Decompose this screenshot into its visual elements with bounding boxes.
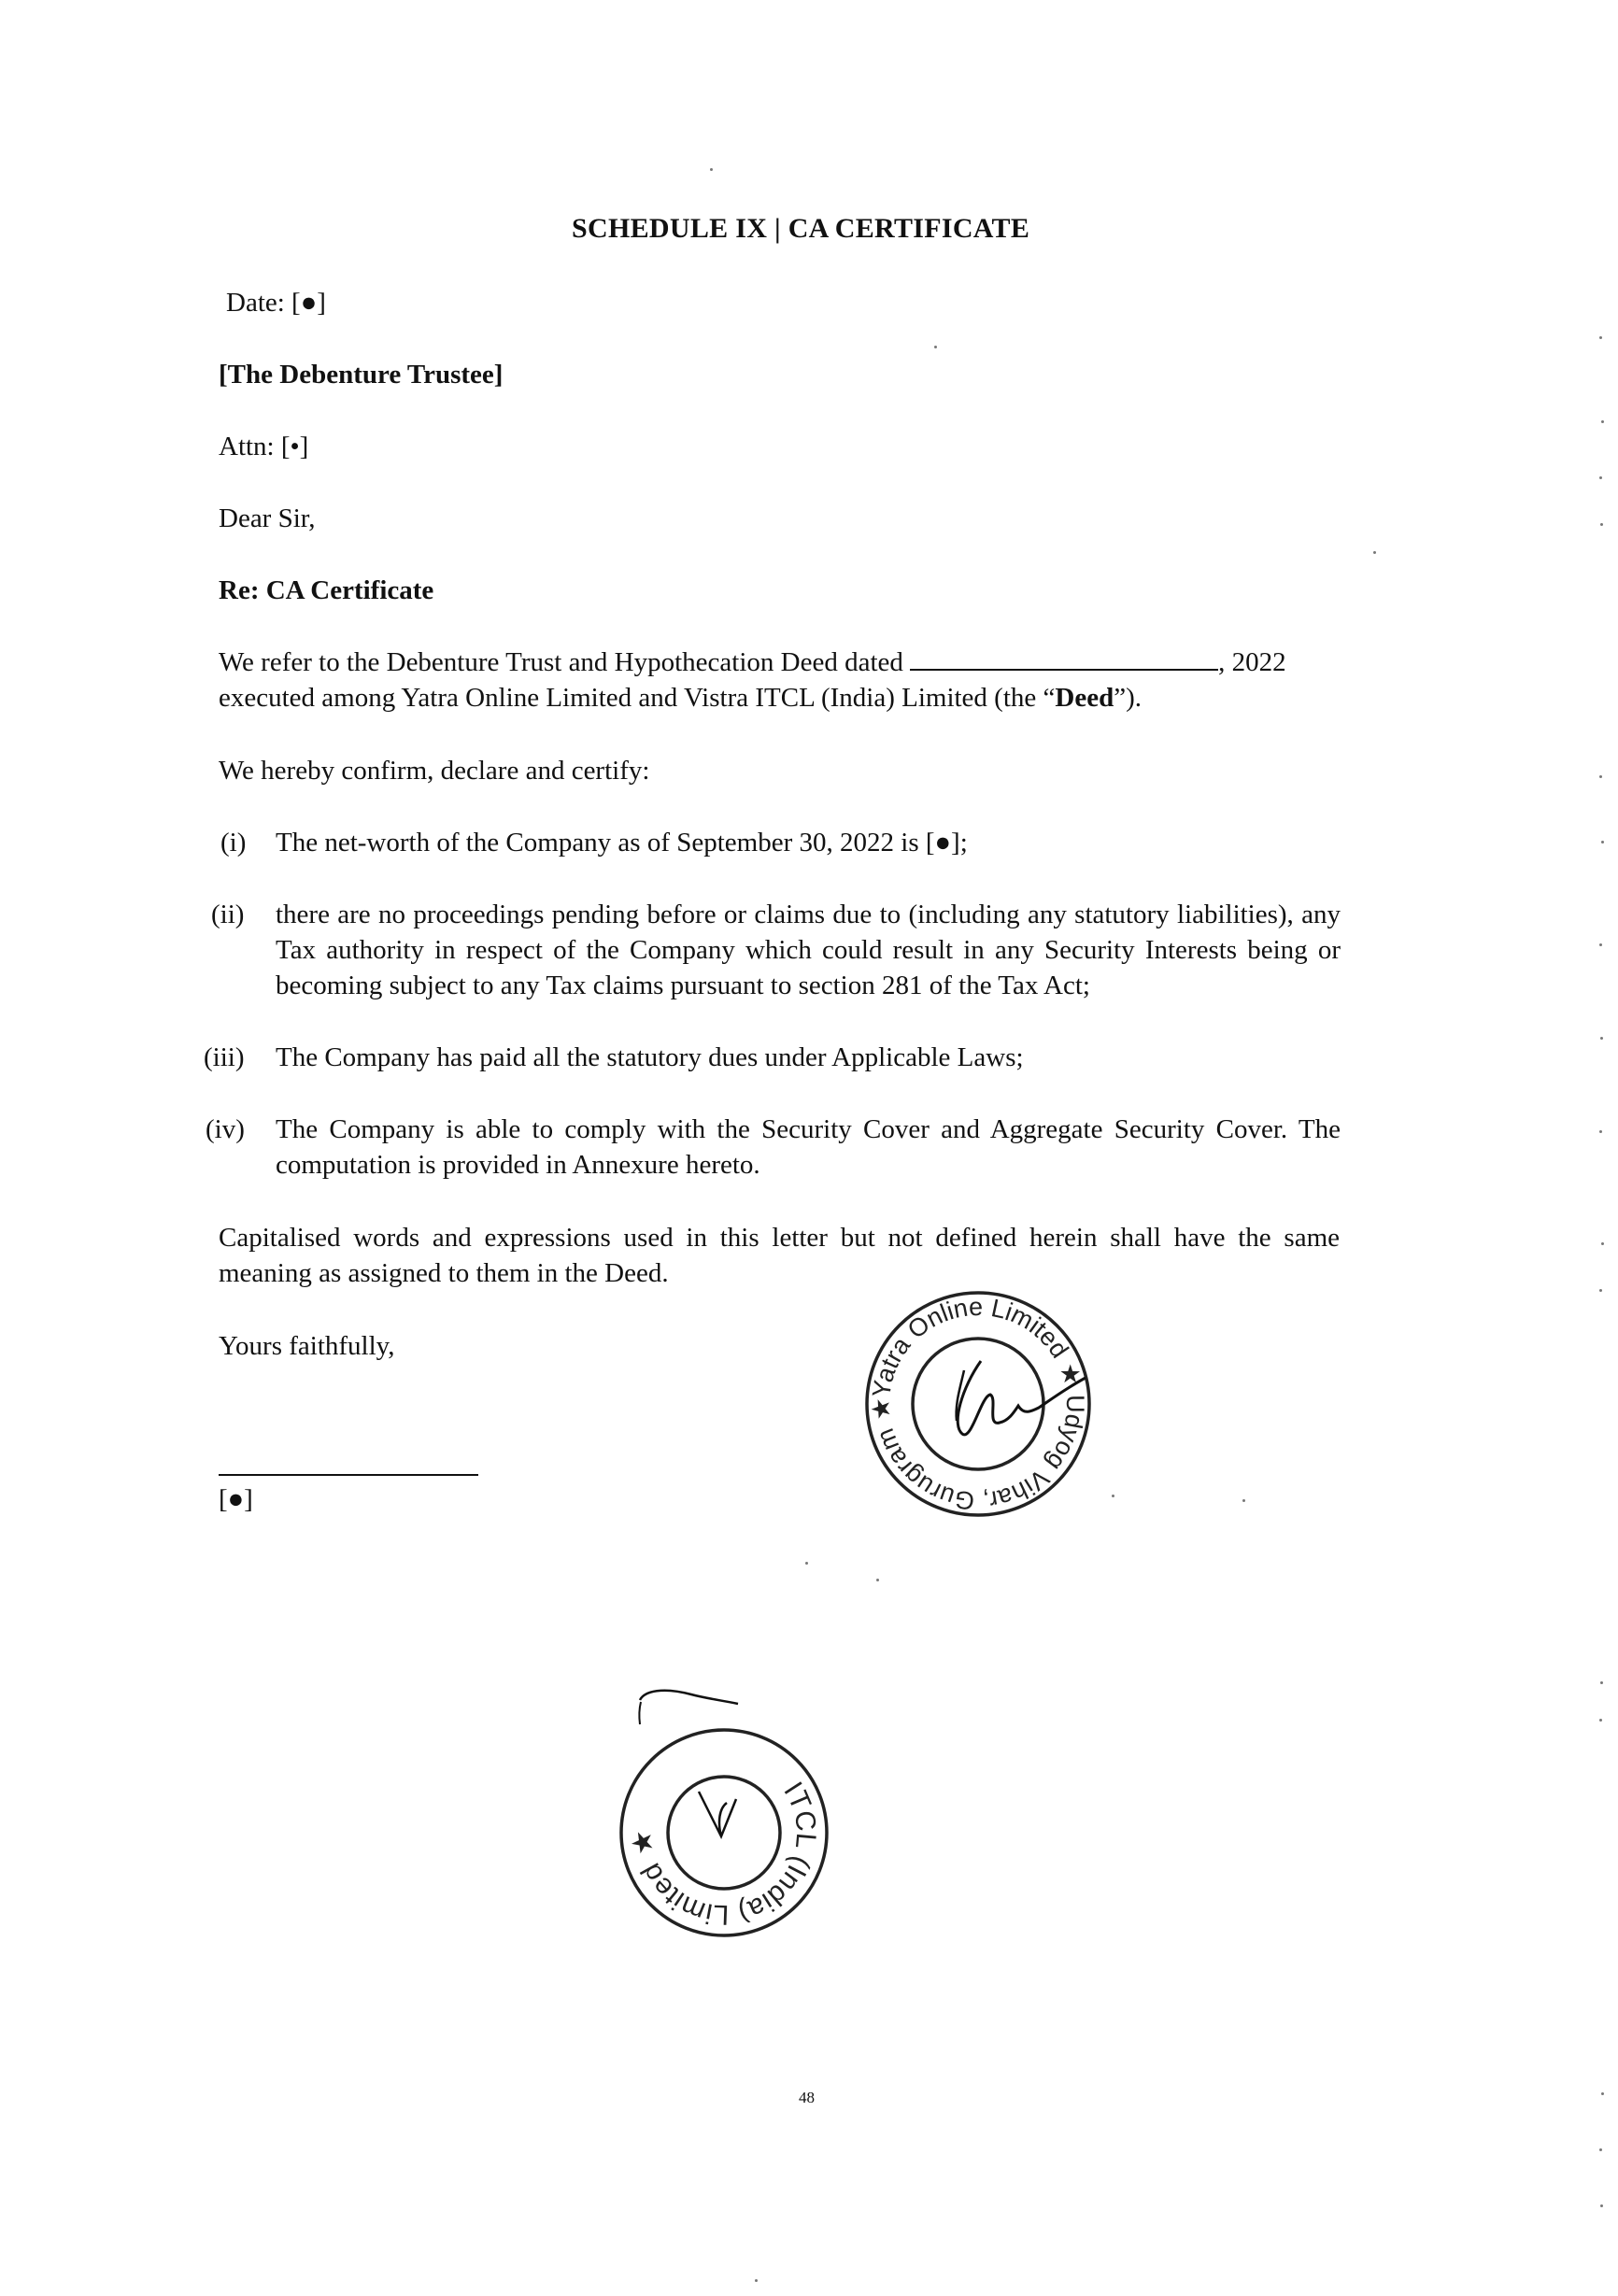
yatra-company-seal — [841, 1284, 1140, 1527]
attn-line: Attn: [•] — [219, 432, 309, 461]
intro-text-4: ”). — [1114, 683, 1142, 713]
intro-text-3: executed among Yatra Online Limited and Vistra ITCL (India) Limited (the “ — [219, 683, 1056, 713]
item-number: (ii) — [211, 900, 245, 929]
vistra-company-seal — [598, 1648, 850, 1952]
salutation: Dear Sir, — [219, 503, 316, 533]
defined-term-deed: Deed — [1055, 683, 1114, 713]
date-blank — [910, 645, 1218, 671]
date-line: Date: [●] — [226, 288, 326, 318]
item-number: (iv) — [206, 1114, 245, 1144]
list-item: The net-worth of the Company as of September 30, 2022 is [●]; — [276, 828, 968, 857]
intro-paragraph — [219, 645, 1340, 716]
list-item: there are no proceedings pending before or claims due to (including any statutory liabilities), any Tax authority in respect of the Company which could result in any Security Interests being or becoming subject to any Tax claims pursuant to section 281 of the Tax Act; — [276, 900, 1341, 1000]
page-number: 48 — [799, 2089, 815, 2106]
intro-text-2: , 2022 — [1218, 647, 1286, 677]
list-item: The Company has paid all the statutory dues under Applicable Laws; — [276, 1042, 1024, 1072]
item-number: (iii) — [204, 1042, 245, 1072]
page-title: SCHEDULE IX | CA CERTIFICATE — [572, 213, 1030, 244]
intro-text-1: We refer to the Debenture Trust and Hypothecation Deed dated — [219, 647, 903, 677]
vistra-seal-lettering: ITCL (India) Limited ★ Vistra — [598, 1648, 822, 1931]
yatra-seal-lettering: Yatra Online Limited ★ Udyog Vihar, Gurugram ★ — [866, 1292, 1090, 1516]
subject-line: Re: CA Certificate — [219, 575, 434, 605]
addressee: [The Debenture Trustee] — [219, 360, 504, 390]
confirm-line: We hereby confirm, declare and certify: — [219, 756, 650, 786]
signatory-placeholder: [●] — [219, 1484, 253, 1514]
item-number: (i) — [220, 828, 247, 857]
closing-line: Yours faithfully, — [219, 1331, 395, 1361]
capitalised-paragraph: Capitalised words and expressions used in this letter but not defined herein shall have the same meaning as assigned to them in the Deed. — [219, 1223, 1340, 1288]
list-item: The Company is able to comply with the Security Cover and Aggregate Security Cover. The computation is provided in Annexure hereto. — [276, 1114, 1341, 1180]
signature-line — [219, 1474, 478, 1476]
